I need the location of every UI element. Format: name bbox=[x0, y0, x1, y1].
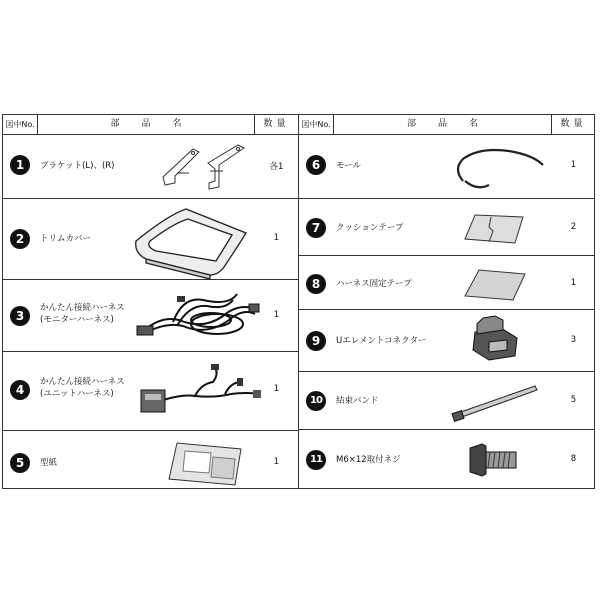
part-name-4: かんたん接続ハーネス (ユニットハーネス) bbox=[40, 377, 125, 399]
header-quantity-right: 数量 bbox=[560, 119, 587, 129]
part-row-10 bbox=[299, 372, 595, 430]
part-name-6: モール bbox=[336, 161, 361, 171]
part-qty-10: 5 bbox=[570, 395, 577, 405]
table-header-right bbox=[299, 115, 595, 135]
u-connector-icon bbox=[459, 314, 529, 368]
part-row-5 bbox=[3, 431, 298, 490]
part-qty-5: 1 bbox=[273, 457, 280, 467]
part-number-11: 11 bbox=[306, 450, 326, 470]
part-name-3: かんたん接続ハーネス (モニターハーネス) bbox=[40, 303, 125, 325]
part-qty-8: 1 bbox=[570, 278, 577, 288]
part-number-1: 1 bbox=[10, 155, 30, 175]
part-qty-3: 1 bbox=[273, 310, 280, 320]
part-row-8 bbox=[299, 256, 595, 310]
bracket-icon bbox=[153, 143, 248, 193]
part-name-8: ハーネス固定テープ bbox=[336, 279, 412, 289]
part-row-3 bbox=[3, 280, 298, 352]
part-row-4 bbox=[3, 352, 298, 431]
part-number-9: 9 bbox=[306, 331, 326, 351]
part-name-10: 結束バンド bbox=[336, 396, 379, 406]
part-number-6: 6 bbox=[306, 155, 326, 175]
part-name-7: クッションテープ bbox=[336, 223, 404, 233]
template-paper-icon bbox=[161, 435, 246, 487]
part-number-3: 3 bbox=[10, 306, 30, 326]
parts-column-right bbox=[298, 115, 595, 488]
part-qty-11: 8 bbox=[570, 454, 577, 464]
unit-harness-icon bbox=[135, 360, 265, 422]
part-qty-9: 3 bbox=[570, 335, 577, 345]
table-header bbox=[3, 115, 298, 135]
part-number-10: 10 bbox=[306, 391, 326, 411]
screw-icon bbox=[464, 436, 524, 484]
harness-tape-icon bbox=[459, 262, 529, 304]
part-name-1: ブラケット(L)、(R) bbox=[40, 161, 115, 171]
part-row-9 bbox=[299, 310, 595, 372]
header-quantity: 数量 bbox=[263, 119, 290, 129]
part-number-8: 8 bbox=[306, 274, 326, 294]
header-no-right: 図中No. bbox=[299, 115, 334, 134]
header-no: 図中No. bbox=[3, 115, 38, 134]
trim-cover-icon bbox=[128, 201, 253, 281]
parts-list-table bbox=[2, 114, 595, 489]
monitor-harness-icon bbox=[133, 286, 263, 348]
part-qty-7: 2 bbox=[570, 222, 577, 232]
part-name-9: Uエレメントコネクター bbox=[336, 336, 427, 346]
part-qty-4: 1 bbox=[273, 384, 280, 394]
cushion-tape-icon bbox=[459, 207, 529, 249]
part-row-7 bbox=[299, 199, 595, 256]
molding-icon bbox=[449, 141, 549, 193]
cable-tie-icon bbox=[449, 378, 544, 422]
part-row-2 bbox=[3, 199, 298, 280]
part-number-4: 4 bbox=[10, 380, 30, 400]
part-number-7: 7 bbox=[306, 218, 326, 238]
part-row-11 bbox=[299, 430, 595, 490]
part-number-2: 2 bbox=[10, 229, 30, 249]
part-qty-2: 1 bbox=[273, 233, 280, 243]
header-part-name-right: 部品名 bbox=[334, 115, 552, 134]
header-part-name: 部品名 bbox=[38, 115, 255, 134]
part-number-5: 5 bbox=[10, 453, 30, 473]
parts-column-left bbox=[3, 115, 298, 488]
part-qty-1: 各1 bbox=[269, 162, 284, 172]
part-row-1 bbox=[3, 135, 298, 199]
part-name-2: トリムカバー bbox=[40, 234, 92, 244]
part-name-11: M6×12取付ネジ bbox=[336, 455, 401, 465]
part-qty-6: 1 bbox=[570, 160, 577, 170]
part-row-6 bbox=[299, 135, 595, 199]
part-name-5: 型紙 bbox=[40, 458, 58, 468]
